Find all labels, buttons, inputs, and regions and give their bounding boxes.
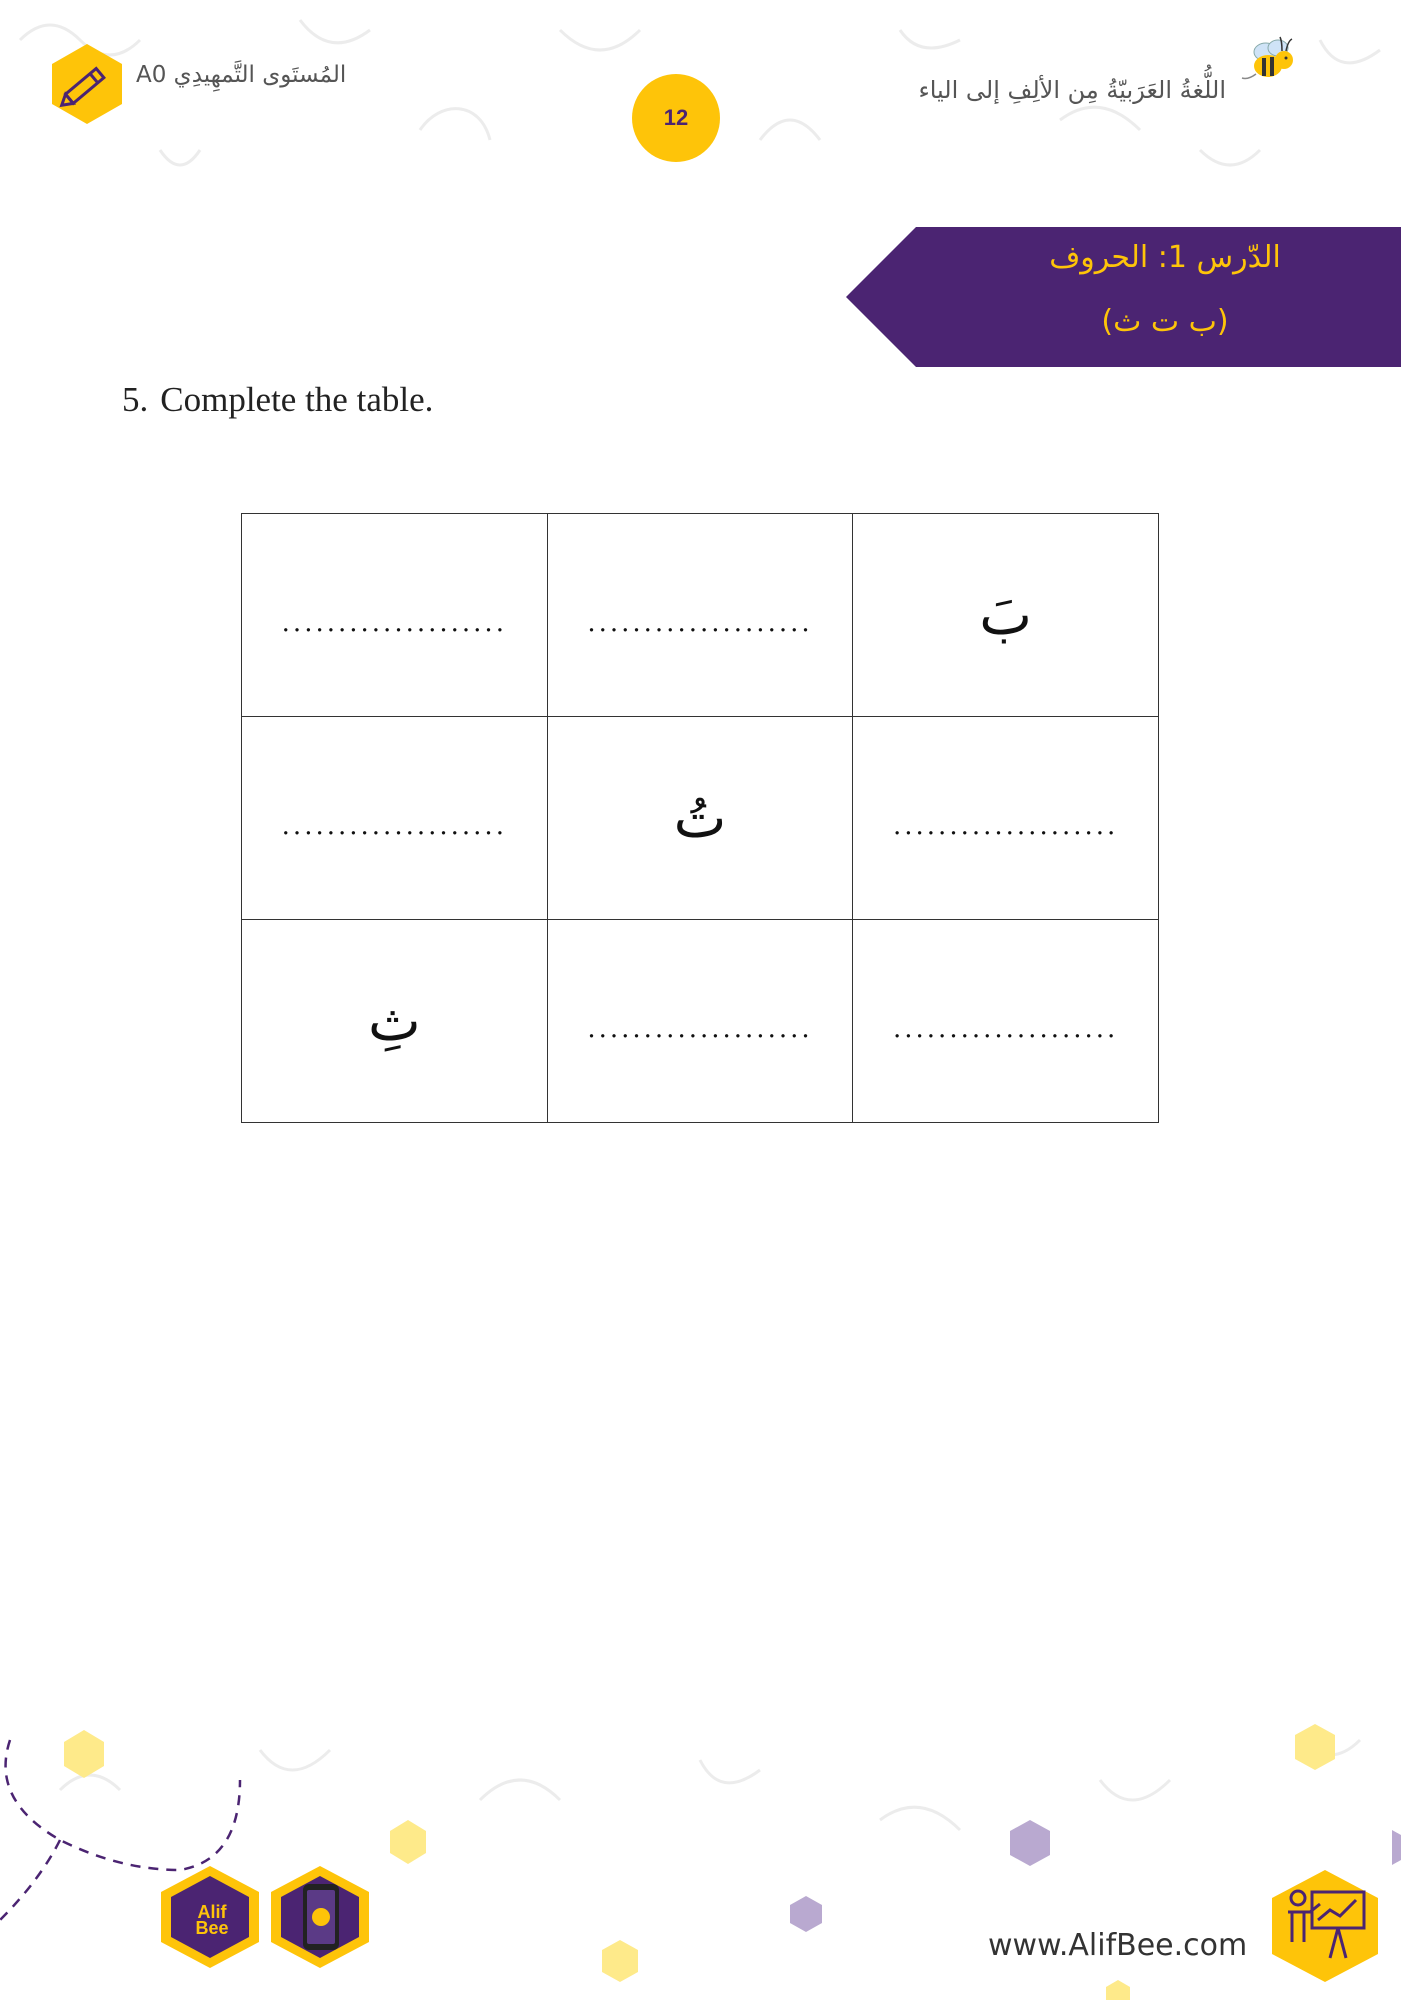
blank-line: ....................	[893, 1014, 1119, 1044]
letter-tha-kasra: ثِ	[367, 988, 421, 1054]
bee-icon	[1238, 22, 1308, 92]
table-cell[interactable]	[853, 717, 1159, 920]
blank-line: ....................	[281, 608, 507, 638]
letter-ba-fatha: بَ	[979, 582, 1033, 648]
website-url[interactable]: www.AlifBee.com	[988, 1928, 1248, 1963]
table-cell	[547, 717, 853, 920]
page-number-badge: 12	[632, 74, 720, 162]
lesson-title: الدّرس 1: الحروف	[1049, 240, 1281, 275]
alifbee-brand-text	[188, 1904, 236, 1936]
table-row	[242, 514, 1159, 717]
letters-table	[241, 513, 1159, 1123]
exercise-number: 5.	[122, 380, 149, 419]
brand-line-1: Alif	[197, 1902, 227, 1922]
blank-line: ....................	[281, 811, 507, 841]
table-cell[interactable]	[242, 717, 548, 920]
table-cell	[242, 920, 548, 1123]
instruction-text: Complete the table.	[160, 380, 434, 419]
blank-line: ....................	[893, 811, 1119, 841]
exercise-instruction	[122, 380, 433, 420]
blank-line: ....................	[587, 1014, 813, 1044]
table-cell[interactable]	[242, 514, 548, 717]
teacher-board-icon	[1270, 1868, 1380, 1984]
table-row	[242, 717, 1159, 920]
blank-line: ....................	[587, 608, 813, 638]
table-cell[interactable]	[547, 514, 853, 717]
table-cell[interactable]	[853, 920, 1159, 1123]
table-cell	[853, 514, 1159, 717]
lesson-letters: (ب ت ث)	[1101, 304, 1229, 339]
table-row	[242, 920, 1159, 1123]
pencil-hexagon-icon	[50, 42, 124, 126]
brand-line-2: Bee	[195, 1918, 229, 1938]
level-label: المُستَوى التَّمهِيدِي A0	[136, 62, 347, 88]
course-title: اللُّغةُ العَرَبيّةُ مِن الألِفِ إلى الياء	[918, 76, 1226, 104]
letter-ta-damma: تُ	[673, 785, 727, 851]
table-cell[interactable]	[547, 920, 853, 1123]
